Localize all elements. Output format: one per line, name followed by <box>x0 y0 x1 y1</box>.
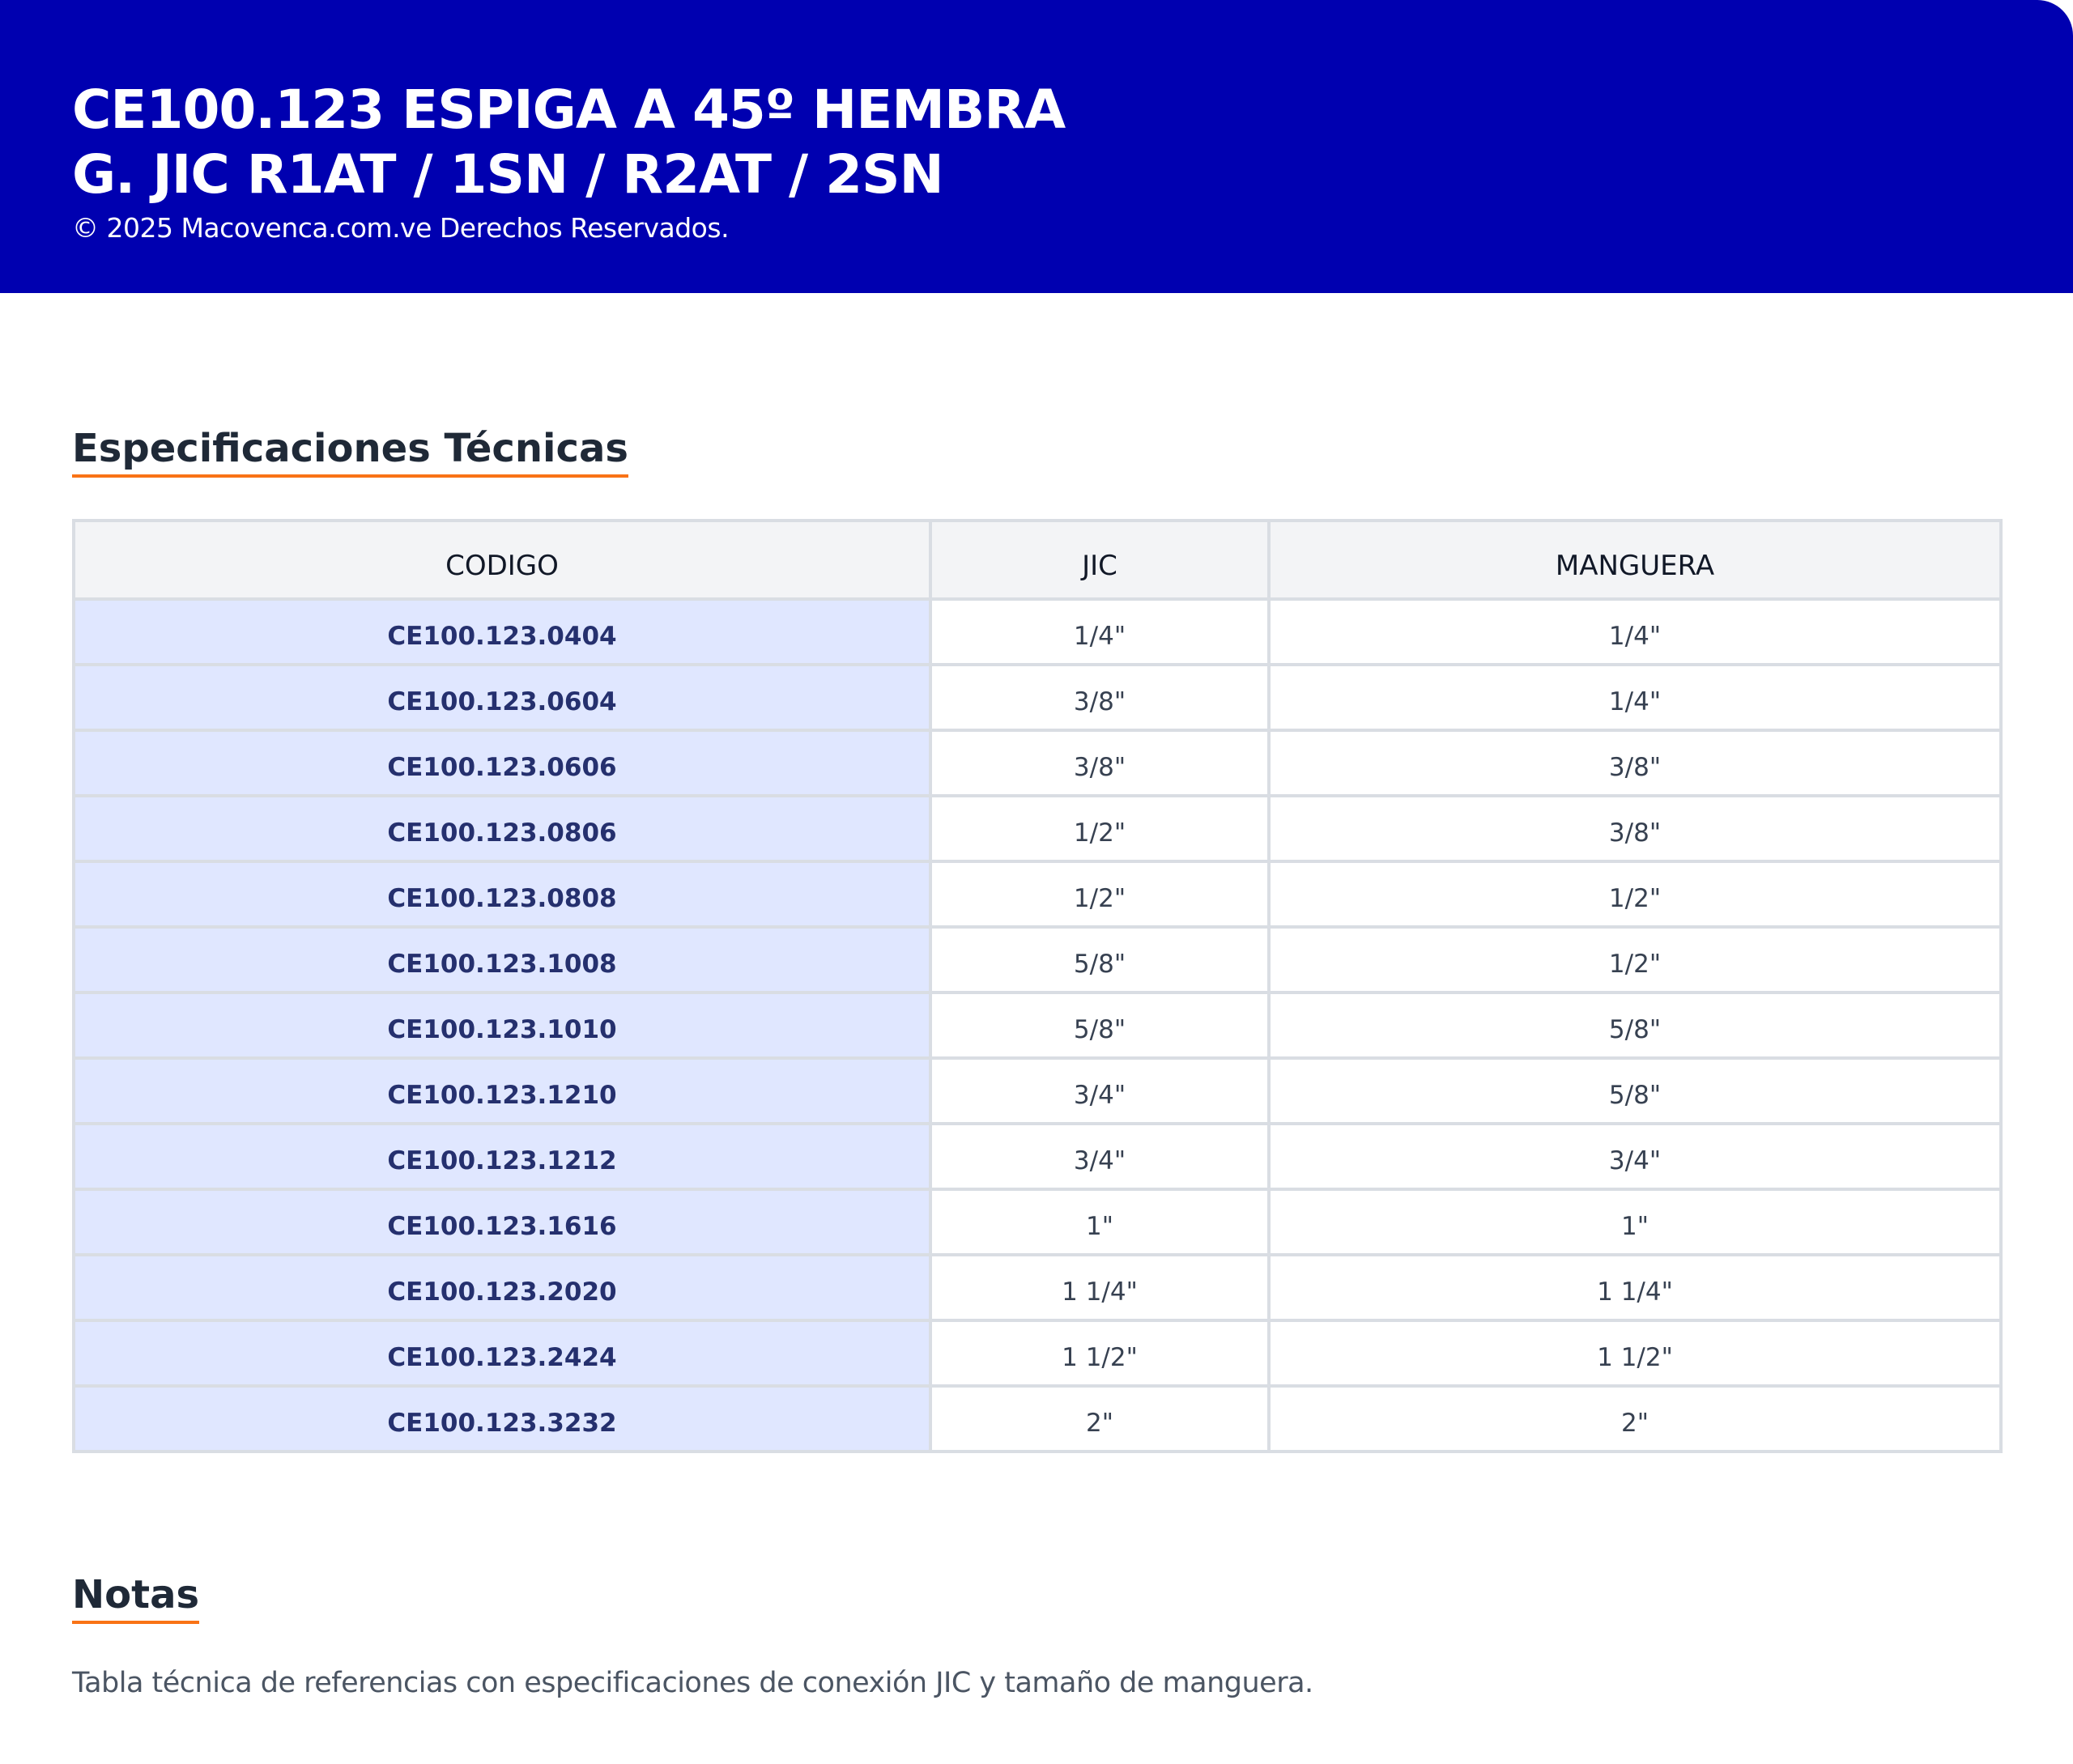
code-cell: CE100.123.1210 <box>74 1058 930 1124</box>
specs-section-title: Especificaciones Técnicas <box>72 423 628 478</box>
table-row <box>74 1320 2001 1386</box>
manguera-cell: 1/4" <box>1269 665 2001 730</box>
code-cell: CE100.123.1616 <box>74 1189 930 1255</box>
code-cell: CE100.123.0806 <box>74 796 930 861</box>
manguera-cell: 3/8" <box>1269 730 2001 796</box>
notes-text: Tabla técnica de referencias con especificaciones de conexión JIC y tamaño de manguera. <box>72 1667 1313 1699</box>
column-header-codigo: CODIGO <box>74 521 930 599</box>
table-row <box>74 861 2001 927</box>
jic-cell: 2" <box>930 1386 1269 1452</box>
title-line-2: G. JIC R1AT / 1SN / R2AT / 2SN <box>72 143 943 206</box>
code-cell: CE100.123.0604 <box>74 665 930 730</box>
table-row <box>74 1386 2001 1452</box>
jic-cell: 3/8" <box>930 730 1269 796</box>
table-row <box>74 1124 2001 1189</box>
table-row <box>74 1255 2001 1320</box>
copyright-notice: © 2025 Macovenca.com.ve Derechos Reservados. <box>72 212 730 244</box>
table-row <box>74 730 2001 796</box>
jic-cell: 1 1/4" <box>930 1255 1269 1320</box>
manguera-cell: 1 1/4" <box>1269 1255 2001 1320</box>
table-row <box>74 665 2001 730</box>
table-row <box>74 927 2001 993</box>
title-line-1: CE100.123 ESPIGA A 45º HEMBRA <box>72 79 1066 141</box>
code-cell: CE100.123.3232 <box>74 1386 930 1452</box>
page-header <box>0 0 2073 293</box>
jic-cell: 1/2" <box>930 861 1269 927</box>
jic-cell: 5/8" <box>930 927 1269 993</box>
code-cell: CE100.123.1212 <box>74 1124 930 1189</box>
code-cell: CE100.123.0606 <box>74 730 930 796</box>
manguera-cell: 1/2" <box>1269 861 2001 927</box>
code-cell: CE100.123.2424 <box>74 1320 930 1386</box>
table-header-row <box>74 521 2001 599</box>
table-row <box>74 796 2001 861</box>
table-row <box>74 599 2001 665</box>
manguera-cell: 1/4" <box>1269 599 2001 665</box>
manguera-cell: 1 1/2" <box>1269 1320 2001 1386</box>
code-cell: CE100.123.1008 <box>74 927 930 993</box>
manguera-cell: 3/4" <box>1269 1124 2001 1189</box>
specs-table <box>72 519 2003 1453</box>
jic-cell: 1 1/2" <box>930 1320 1269 1386</box>
notes-section-title: Notas <box>72 1569 199 1624</box>
manguera-cell: 2" <box>1269 1386 2001 1452</box>
jic-cell: 1/4" <box>930 599 1269 665</box>
table-body <box>74 599 2001 1452</box>
column-header-manguera: MANGUERA <box>1269 521 2001 599</box>
table-row <box>74 993 2001 1058</box>
jic-cell: 1/2" <box>930 796 1269 861</box>
jic-cell: 3/8" <box>930 665 1269 730</box>
code-cell: CE100.123.2020 <box>74 1255 930 1320</box>
page-title <box>72 78 2073 207</box>
jic-cell: 5/8" <box>930 993 1269 1058</box>
manguera-cell: 5/8" <box>1269 1058 2001 1124</box>
table-row <box>74 1058 2001 1124</box>
code-cell: CE100.123.0404 <box>74 599 930 665</box>
column-header-jic: JIC <box>930 521 1269 599</box>
jic-cell: 3/4" <box>930 1124 1269 1189</box>
table-row <box>74 1189 2001 1255</box>
jic-cell: 1" <box>930 1189 1269 1255</box>
manguera-cell: 3/8" <box>1269 796 2001 861</box>
manguera-cell: 1" <box>1269 1189 2001 1255</box>
manguera-cell: 5/8" <box>1269 993 2001 1058</box>
jic-cell: 3/4" <box>930 1058 1269 1124</box>
manguera-cell: 1/2" <box>1269 927 2001 993</box>
code-cell: CE100.123.1010 <box>74 993 930 1058</box>
code-cell: CE100.123.0808 <box>74 861 930 927</box>
